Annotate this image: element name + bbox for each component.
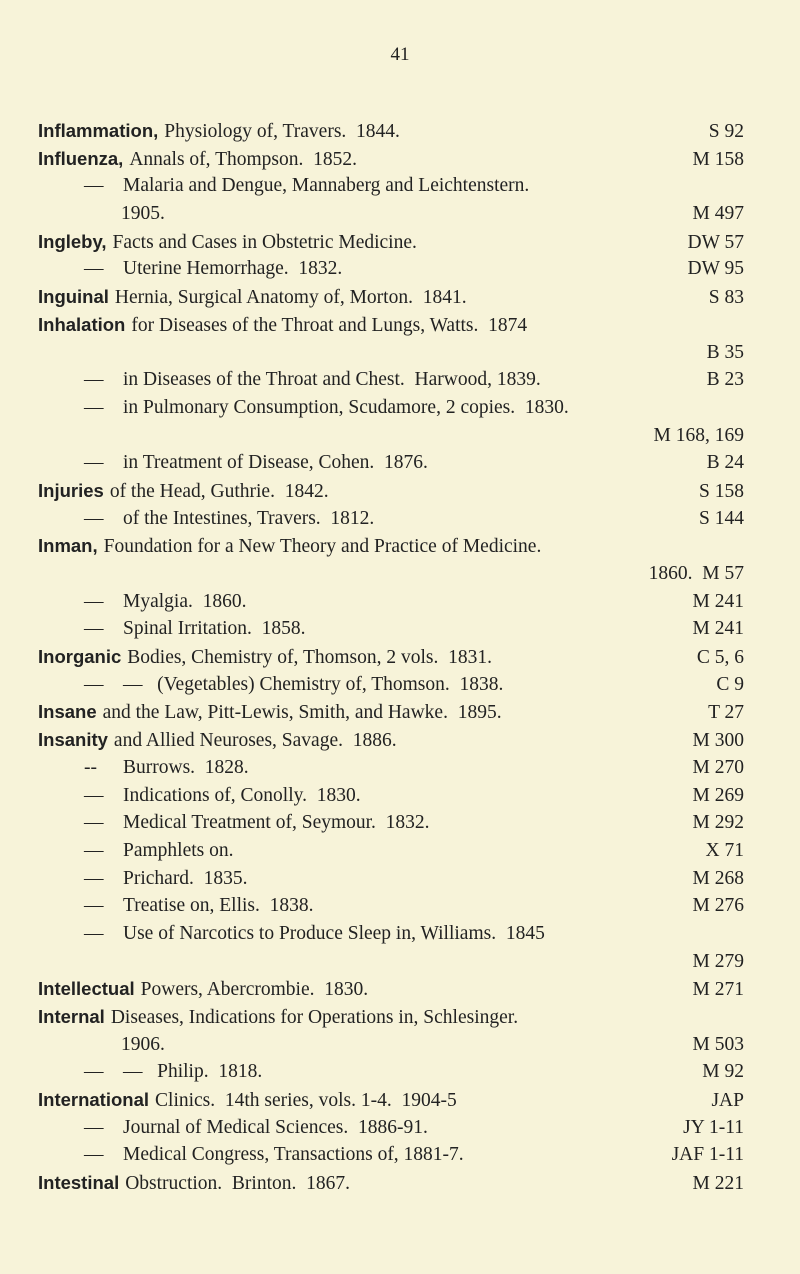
entry-keyword: Inhalation <box>38 313 126 335</box>
ditto-dash: — <box>84 507 104 529</box>
shelf-mark: M 269 <box>692 784 744 806</box>
index-entry-line <box>38 311 744 339</box>
index-entry-line <box>38 394 744 422</box>
entry-text: Use of Narcotics to Produce Sleep in, Williams. 1845 <box>123 922 545 944</box>
index-entry-line <box>38 588 744 616</box>
ditto-dash: — <box>84 618 104 640</box>
entry-keyword: Injuries <box>38 479 104 501</box>
index-entry-line <box>38 726 744 754</box>
index-entry-line <box>38 1141 744 1169</box>
entry-text: 1905. <box>121 203 165 225</box>
entry-text: Hernia, Surgical Anatomy of, Morton. 1841. <box>114 287 467 309</box>
entry-text: — (Vegetables) Chemistry of, Thomson. 1838. <box>123 673 504 695</box>
ditto-dash: — <box>84 590 104 612</box>
entry-text-group <box>38 754 249 782</box>
entry-text: Physiology of, Travers. 1844. <box>164 121 400 142</box>
shelf-mark: X 71 <box>705 839 744 861</box>
shelf-mark: 1860. M 57 <box>648 563 744 584</box>
entry-text-group <box>38 532 541 561</box>
ditto-dash: — <box>84 867 104 889</box>
entry-text: Medical Treatment of, Seymour. 1832. <box>123 812 430 834</box>
index-entry-line <box>38 754 744 782</box>
entry-text: Spinal Irritation. 1858. <box>123 618 306 640</box>
shelf-mark: M 241 <box>692 590 744 612</box>
entry-keyword: Inman, <box>38 535 98 557</box>
entry-text-group <box>38 228 417 257</box>
shelf-mark: M 92 <box>702 1061 744 1083</box>
entry-text-group <box>38 366 541 394</box>
shelf-mark: M 168, 169 <box>653 424 744 446</box>
ditto-dash: — <box>84 922 104 944</box>
shelf-mark: S 83 <box>708 287 744 309</box>
entry-text: of the Intestines, Travers. 1812. <box>123 507 375 529</box>
shelf-mark: B 23 <box>706 369 744 391</box>
entry-text: Obstruction. Brinton. 1867. <box>125 1173 351 1195</box>
entry-text: of the Head, Guthrie. 1842. <box>109 480 329 502</box>
page-number: 41 <box>390 44 410 65</box>
entry-text-group <box>38 1003 518 1032</box>
ditto-dash: — <box>84 396 104 418</box>
shelf-mark: C 9 <box>716 673 744 695</box>
entry-text-group <box>38 200 165 228</box>
index-entry-line <box>38 1031 744 1059</box>
entry-text: Foundation for a New Theory and Practice of Medicine. <box>103 536 542 558</box>
entry-keyword: Insanity <box>38 729 108 751</box>
entry-text-group <box>38 671 503 699</box>
shelf-mark: JAF 1-11 <box>671 1144 744 1166</box>
entry-keyword: Influenza, <box>38 147 124 169</box>
index-entry-line <box>38 449 744 477</box>
entry-text: Indications of, Conolly. 1830. <box>123 784 361 806</box>
entry-text: Prichard. 1835. <box>123 867 248 889</box>
entry-text-group <box>38 865 248 893</box>
entry-text-group <box>38 1031 165 1059</box>
shelf-mark: M 300 <box>692 730 744 752</box>
shelf-mark: DW 95 <box>687 258 744 280</box>
entry-text: and the Law, Pitt-Lewis, Smith, and Hawke. 1895. <box>102 702 502 724</box>
index-entry-line <box>38 172 744 200</box>
index-entry-line <box>38 1003 744 1031</box>
index-entry-line <box>38 975 744 1003</box>
index-entry-line <box>38 615 744 643</box>
entry-keyword: Internal <box>38 1006 105 1027</box>
index-entry-line <box>38 505 744 533</box>
entry-text: in Diseases of the Throat and Chest. Harwood, 1839. <box>123 369 541 391</box>
index-entry-line <box>38 560 744 588</box>
shelf-mark: S 158 <box>699 480 744 502</box>
entry-keyword: Inguinal <box>38 286 109 308</box>
entry-text-group <box>38 145 357 174</box>
index-entry-line <box>38 698 744 726</box>
index-entry-line <box>38 339 744 367</box>
entry-text-group <box>38 809 430 837</box>
index-entry-line <box>38 1058 744 1086</box>
ditto-dash: — <box>84 895 104 917</box>
entry-text-group <box>38 615 306 643</box>
entry-text-group <box>38 837 234 865</box>
index-entry-line <box>38 228 744 256</box>
entry-text: 1906. <box>121 1033 165 1055</box>
shelf-mark: M 158 <box>692 148 744 170</box>
entry-text: and Allied Neuroses, Savage. 1886. <box>113 730 397 752</box>
entry-text-group <box>38 1141 464 1169</box>
shelf-mark: T 27 <box>708 702 744 724</box>
index-entry-line <box>38 145 744 173</box>
index-entry-line <box>38 255 744 283</box>
entry-text: Uterine Hemorrhage. 1832. <box>123 258 343 280</box>
entry-text-group <box>38 172 529 200</box>
entry-text: Myalgia. 1860. <box>123 590 247 612</box>
entry-keyword: Intestinal <box>38 1172 120 1194</box>
shelf-mark: M 292 <box>692 812 744 834</box>
index-entry-line <box>38 948 744 976</box>
entry-text: in Treatment of Disease, Cohen. 1876. <box>123 452 428 474</box>
index-entry-line <box>38 920 744 948</box>
entry-keyword: Ingleby, <box>38 230 107 252</box>
index-entry-line <box>38 809 744 837</box>
entry-text: Pamphlets on. <box>123 839 234 861</box>
index-list <box>38 117 744 1197</box>
entry-keyword: International <box>38 1089 150 1111</box>
index-entry-line <box>38 892 744 920</box>
index-entry-line <box>38 1114 744 1142</box>
entry-text-group <box>38 1114 428 1142</box>
entry-keyword: Insane <box>38 701 97 723</box>
index-entry-line <box>38 837 744 865</box>
ditto-dash: — <box>84 1144 104 1166</box>
ditto-dash: — <box>84 812 104 834</box>
entry-text-group <box>38 311 527 340</box>
shelf-mark: B 24 <box>706 452 744 474</box>
index-entry-line <box>38 1086 744 1114</box>
shelf-mark: M 271 <box>692 979 744 1001</box>
entry-text-group <box>38 588 246 616</box>
index-entry-line <box>38 200 744 228</box>
entry-text-group <box>38 477 329 506</box>
entry-text-group <box>38 117 400 146</box>
entry-text: — Philip. 1818. <box>123 1061 263 1083</box>
entry-keyword: Inflammation, <box>38 120 159 141</box>
index-entry-line <box>38 283 744 311</box>
entry-text-group <box>38 283 467 312</box>
ditto-dash: — <box>84 369 104 391</box>
entry-keyword: Intellectual <box>38 978 135 1000</box>
entry-text-group <box>38 782 361 810</box>
entry-text-group <box>38 394 569 422</box>
entry-text-group <box>38 920 545 948</box>
entry-text: Treatise on, Ellis. 1838. <box>123 895 314 917</box>
shelf-mark: M 503 <box>692 1033 744 1055</box>
entry-text: Medical Congress, Transactions of, 1881-7. <box>123 1144 464 1166</box>
ditto-dash: — <box>84 784 104 806</box>
entry-text: Bodies, Chemistry of, Thomson, 2 vols. 1831. <box>127 647 492 669</box>
index-entry-line <box>38 865 744 893</box>
shelf-mark: B 35 <box>706 341 744 363</box>
index-entry-line <box>38 643 744 671</box>
index-entry-line <box>38 782 744 810</box>
ditto-dash: — <box>84 839 104 861</box>
entry-text: Facts and Cases in Obstetric Medicine. <box>112 231 417 253</box>
shelf-mark: DW 57 <box>687 231 744 253</box>
index-entry-line <box>38 532 744 560</box>
shelf-mark: JAP <box>711 1090 744 1112</box>
entry-text: Diseases, Indications for Operations in, Schlesinger. <box>110 1007 519 1028</box>
entry-text: for Diseases of the Throat and Lungs, Watts. 1874 <box>131 314 528 336</box>
index-entry-line <box>38 117 744 145</box>
shelf-mark: M 497 <box>692 203 744 225</box>
entry-text: Powers, Abercrombie. 1830. <box>140 979 369 1001</box>
entry-text-group <box>38 1086 457 1115</box>
entry-text-group <box>38 449 428 477</box>
shelf-mark: M 270 <box>692 756 744 778</box>
entry-text-group <box>38 1058 262 1086</box>
ditto-dash: — <box>84 1116 104 1138</box>
ditto-dash: — <box>84 1061 104 1083</box>
entry-text-group <box>38 643 492 672</box>
entry-text-group <box>38 975 368 1004</box>
shelf-mark: C 5, 6 <box>696 647 744 669</box>
shelf-mark: M 268 <box>692 867 744 889</box>
entry-text-group <box>38 1169 350 1198</box>
index-entry-line <box>38 366 744 394</box>
ditto-dash: — <box>84 673 104 695</box>
index-entry-line <box>38 477 744 505</box>
index-entry-line <box>38 422 744 450</box>
entry-text: Journal of Medical Sciences. 1886-91. <box>123 1116 428 1138</box>
shelf-mark: S 92 <box>708 121 744 142</box>
shelf-mark: M 279 <box>692 950 744 972</box>
entry-text: in Pulmonary Consumption, Scudamore, 2 copies. 1830. <box>123 396 569 418</box>
entry-text-group <box>38 726 397 755</box>
ditto-dash: -- <box>84 756 97 778</box>
entry-text: Burrows. 1828. <box>123 756 249 778</box>
entry-text-group <box>38 892 314 920</box>
ditto-dash: — <box>84 258 104 280</box>
entry-text: Clinics. 14th series, vols. 1-4. 1904-5 <box>155 1090 457 1112</box>
shelf-mark: M 241 <box>692 618 744 640</box>
entry-text: Annals of, Thompson. 1852. <box>129 148 357 170</box>
entry-text-group <box>38 255 342 283</box>
shelf-mark: S 144 <box>699 507 744 529</box>
index-entry-line <box>38 1169 744 1197</box>
entry-text-group <box>38 698 502 727</box>
entry-text-group <box>38 505 374 533</box>
index-entry-line <box>38 671 744 699</box>
entry-keyword: Inorganic <box>38 646 122 668</box>
shelf-mark: JY 1-11 <box>683 1116 744 1138</box>
ditto-dash: — <box>84 175 104 197</box>
ditto-dash: — <box>84 452 104 474</box>
entry-text: Malaria and Dengue, Mannaberg and Leichtenstern. <box>123 175 530 197</box>
shelf-mark: M 221 <box>692 1173 744 1195</box>
shelf-mark: M 276 <box>692 895 744 917</box>
